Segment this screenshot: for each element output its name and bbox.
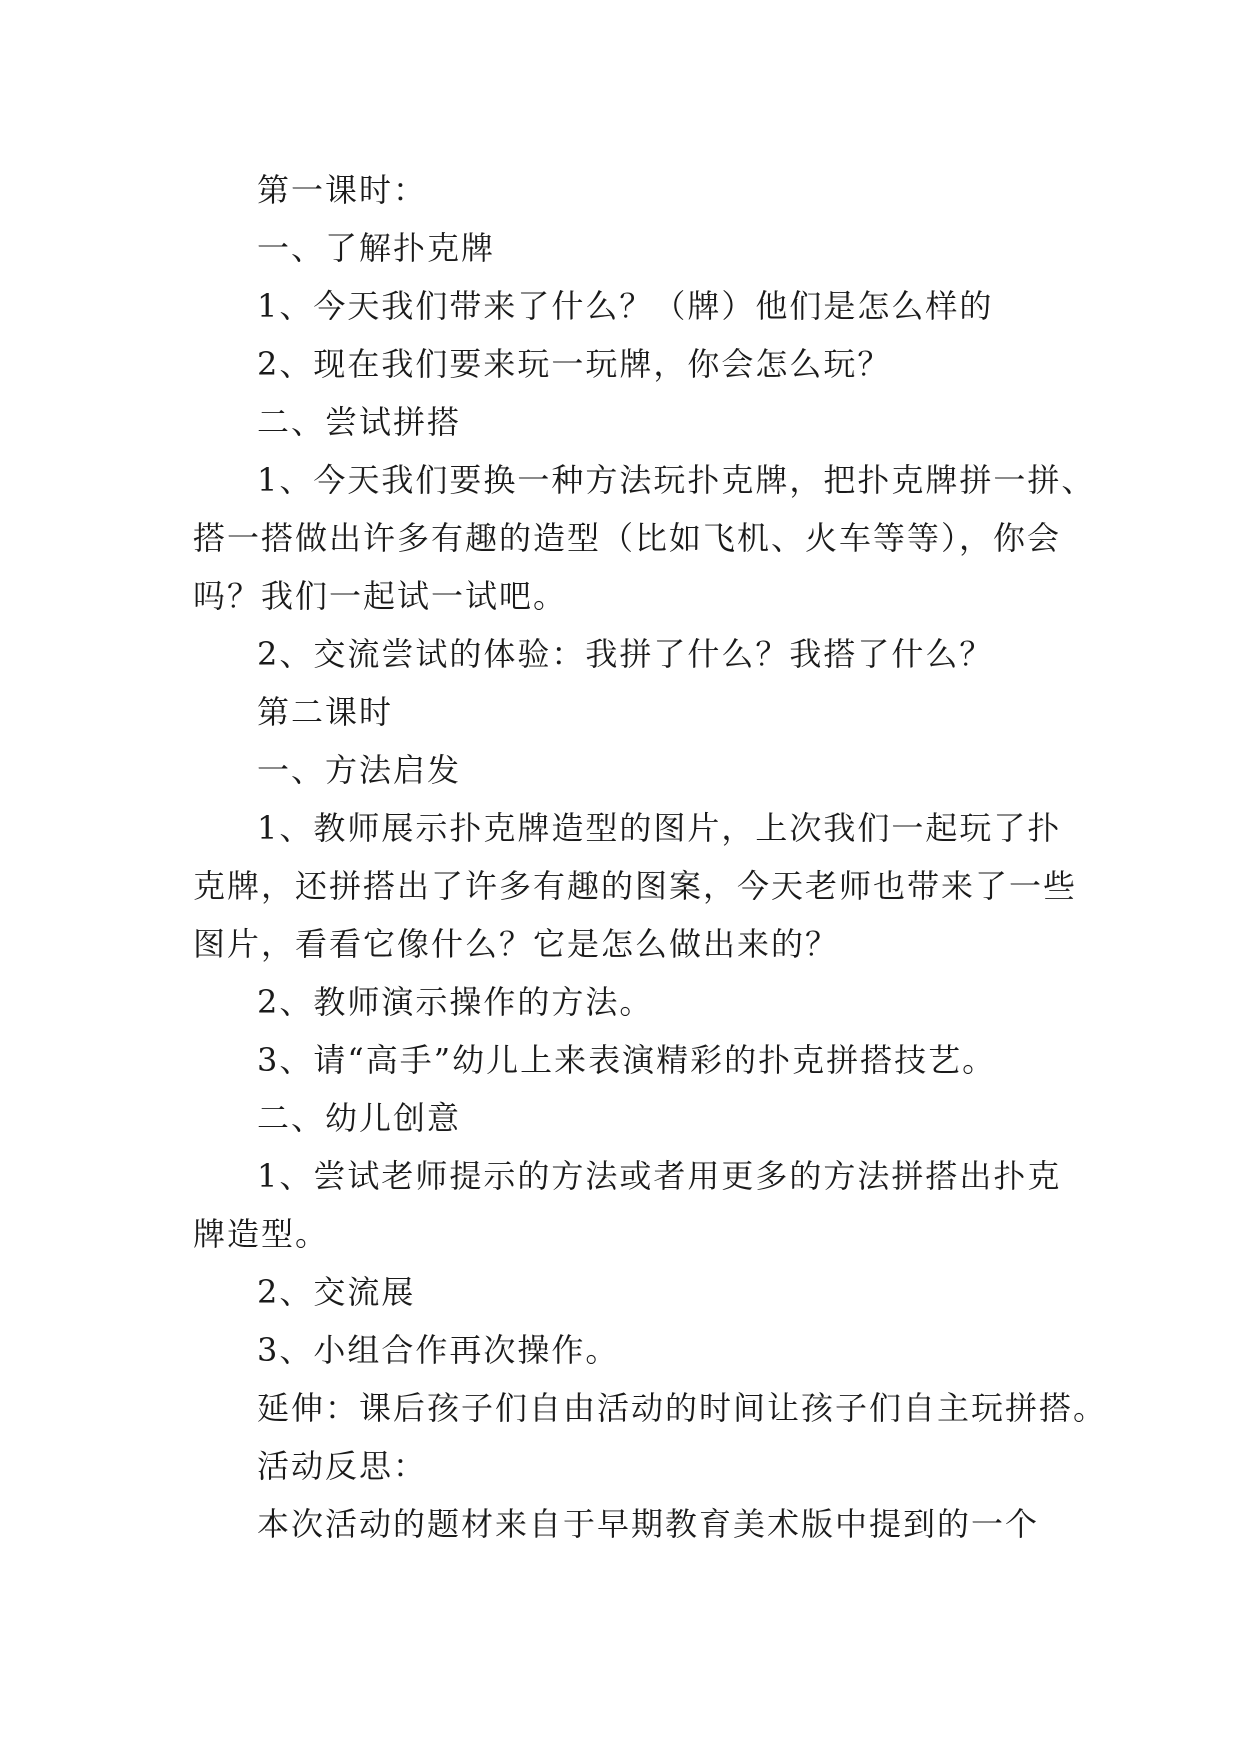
text-line: 3、请“高手”幼儿上来表演精彩的扑克拼搭技艺。 [257, 1041, 997, 1079]
text-line: 本次活动的题材来自于早期教育美术版中提到的一个 [257, 1505, 1040, 1543]
text-line: 2、交流展 [257, 1273, 416, 1311]
text-line: 吗？我们一起试一试吧。 [193, 577, 568, 615]
text-line: 第二课时 [257, 693, 394, 731]
text-line: 克牌，还拼搭出了许多有趣的图案，今天老师也带来了一些 [193, 867, 1078, 905]
text-line: 一、方法启发 [257, 751, 462, 789]
document-body [193, 161, 1108, 1553]
text-line: 二、尝试拼搭 [257, 403, 462, 441]
text-line: 第一课时： [257, 171, 428, 209]
text-line: 二、幼儿创意 [257, 1099, 462, 1137]
text-line: 2、教师演示操作的方法。 [257, 983, 654, 1021]
text-line: 一、了解扑克牌 [257, 229, 496, 267]
text-line: 1、今天我们带来了什么？（牌）他们是怎么样的 [257, 287, 994, 325]
text-line: 3、小组合作再次操作。 [257, 1331, 620, 1369]
text-line: 延伸：课后孩子们自由活动的时间让孩子们自主玩拼搭。 [257, 1389, 1108, 1427]
text-line: 牌造型。 [193, 1215, 330, 1253]
text-line: 活动反思： [257, 1447, 428, 1485]
text-line: 1、今天我们要换一种方法玩扑克牌，把扑克牌拼一拼、 [257, 461, 1096, 499]
text-line: 1、尝试老师提示的方法或者用更多的方法拼搭出扑克 [257, 1157, 1062, 1195]
text-line: 1、教师展示扑克牌造型的图片，上次我们一起玩了扑 [257, 809, 1062, 847]
text-line: 搭一搭做出许多有趣的造型（比如飞机、火车等等），你会 [193, 519, 1062, 557]
text-line: 图片，看看它像什么？它是怎么做出来的？ [193, 925, 840, 963]
text-line: 2、交流尝试的体验：我拼了什么？我搭了什么？ [257, 635, 994, 673]
text-line: 2、现在我们要来玩一玩牌，你会怎么玩？ [257, 345, 892, 383]
